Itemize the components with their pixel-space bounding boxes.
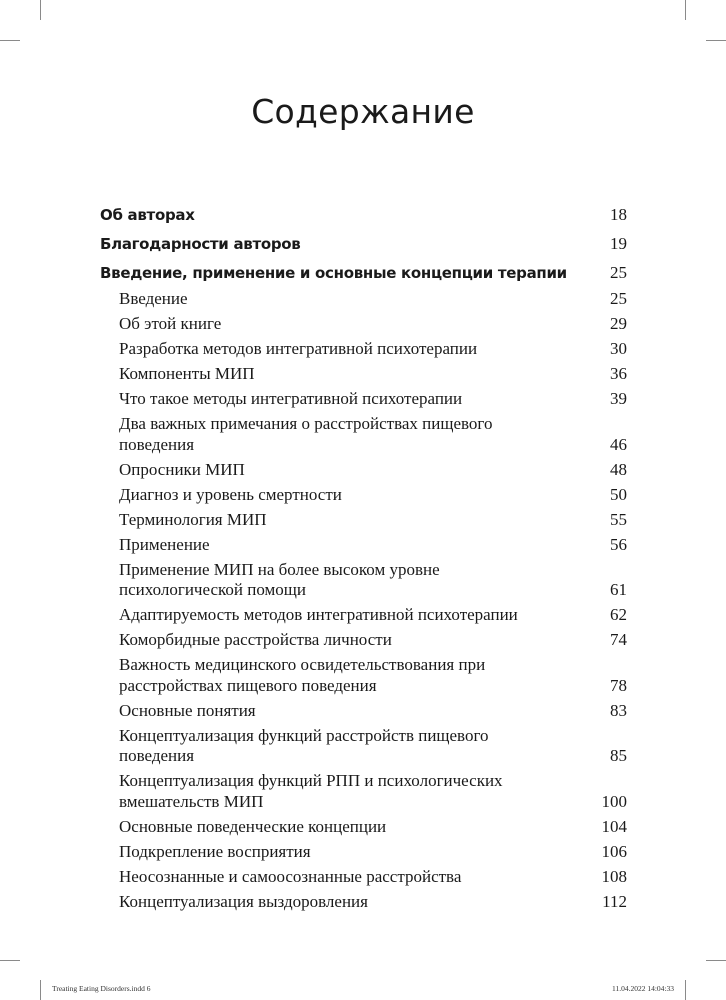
toc-sub-entry[interactable]: [119, 865, 627, 890]
toc-sub-entry[interactable]: [119, 890, 627, 915]
toc-entry-page: 108: [601, 866, 627, 886]
toc-sub-entry[interactable]: [119, 533, 627, 558]
toc-entry-page: 48: [610, 459, 627, 479]
page-title: Содержание: [251, 92, 475, 131]
toc-sub-entry[interactable]: [119, 387, 627, 412]
toc-entry-label: Терминология МИП: [119, 509, 267, 529]
crop-mark-bottom-right: [685, 980, 686, 1000]
toc-sub-entry[interactable]: [119, 769, 627, 815]
toc-main-entry[interactable]: [100, 229, 627, 258]
toc-entry-label: Концептуализация функций РПП и психологических вмешательств МИП: [119, 771, 503, 811]
toc-entry-page: 100: [601, 791, 627, 811]
toc-entry-label: Коморбидные расстройства личности: [119, 630, 392, 649]
crop-mark-bottom-left: [40, 980, 41, 1000]
toc-sub-entry[interactable]: [119, 840, 627, 865]
toc-entry-page: 39: [610, 389, 627, 408]
crop-mark-left-bottom: [0, 960, 20, 961]
toc-sub-entry[interactable]: [119, 412, 627, 458]
toc-entry-page: 30: [610, 339, 627, 358]
toc-entry-page: 25: [610, 289, 627, 308]
toc-entry-label: Введение: [119, 289, 188, 308]
toc-entry-page: 78: [610, 675, 627, 695]
toc-entry-label: Основные поведенческие концепции: [119, 816, 387, 836]
toc-entry-label: Диагноз и уровень смертности: [119, 484, 342, 504]
crop-mark-right-top: [706, 40, 726, 41]
toc-sub-entry[interactable]: [119, 508, 627, 533]
toc-entry-page: 85: [610, 746, 627, 765]
toc-entry-label: Концептуализация функций расстройств пищевого поведения: [119, 725, 489, 765]
toc-entry-label: Неосознанные и самоосознанные расстройства: [119, 866, 462, 886]
toc-sub-entry[interactable]: [119, 287, 627, 312]
crop-mark-top-right: [685, 0, 686, 20]
toc-entry-label: Об авторах: [100, 205, 195, 224]
toc-entry-label: Благодарности авторов: [100, 234, 301, 253]
toc-entry-page: 104: [601, 816, 627, 836]
toc-sub-entry[interactable]: [119, 483, 627, 508]
toc-sub-entry[interactable]: [119, 815, 627, 840]
toc-entry-page: 74: [610, 630, 627, 649]
toc-main-entry[interactable]: [100, 258, 627, 287]
toc-entry-label: Компоненты МИП: [119, 364, 255, 383]
toc-entry-label: Основные понятия: [119, 700, 256, 720]
toc-entry-label: Два важных примечания о расстройствах пищевого поведения: [119, 414, 493, 454]
toc-entry-page: 62: [610, 605, 627, 624]
toc-entry-page: 83: [610, 700, 627, 720]
toc-entry-page: 25: [610, 262, 627, 282]
toc-entry-page: 106: [601, 841, 627, 861]
toc-entry-label: Важность медицинского освидетельствования при расстройствах пищевого поведения: [119, 655, 486, 695]
crop-mark-top-left: [40, 0, 41, 20]
toc-sub-entry[interactable]: [119, 699, 627, 724]
toc-entry-label: Опросники МИП: [119, 459, 245, 479]
toc-entry-label: Концептуализация выздоровления: [119, 891, 368, 911]
toc-main-entry[interactable]: [100, 200, 627, 229]
toc-sub-entry[interactable]: [119, 558, 627, 604]
toc-entry-page: 61: [610, 580, 627, 599]
toc-sub-entry[interactable]: [119, 603, 627, 628]
toc-sub-entry[interactable]: [119, 724, 627, 770]
toc-entry-label: Применение: [119, 534, 210, 554]
toc-entry-page: 56: [610, 534, 627, 554]
toc-entry-page: 36: [610, 364, 627, 383]
toc-sub-entry[interactable]: [119, 337, 627, 362]
crop-mark-right-bottom: [706, 960, 726, 961]
toc-entry-page: 19: [610, 233, 627, 253]
toc-entry-label: Об этой книге: [119, 314, 222, 333]
toc-entry-page: 55: [610, 509, 627, 529]
toc-sub-entry[interactable]: [119, 653, 627, 699]
toc-entry-label: Введение, применение и основные концепции терапии: [100, 263, 567, 282]
toc-sub-entry[interactable]: [119, 458, 627, 483]
footer-timestamp: 11.04.2022 14:04:33: [611, 984, 674, 993]
crop-mark-left-top: [0, 40, 20, 41]
toc-entry-page: 50: [610, 484, 627, 504]
toc-sub-entry[interactable]: [119, 362, 627, 387]
toc-entry-page: 18: [610, 204, 627, 224]
footer-file-label: Treating Eating Disorders.indd 6: [52, 984, 151, 993]
table-of-contents: [100, 200, 627, 915]
toc-entry-page: 46: [610, 434, 627, 454]
toc-entry-page: 112: [602, 891, 627, 911]
toc-entry-label: Адаптируемость методов интегративной психотерапии: [119, 605, 518, 624]
toc-sub-entry[interactable]: [119, 628, 627, 653]
toc-sub-entry[interactable]: [119, 312, 627, 337]
toc-entry-label: Разработка методов интегративной психотерапии: [119, 339, 478, 358]
toc-entry-label: Подкрепление восприятия: [119, 841, 311, 861]
toc-entry-label: Применение МИП на более высоком уровне психологической помощи: [119, 559, 440, 599]
toc-entry-label: Что такое методы интегративной психотерапии: [119, 389, 463, 408]
toc-entry-page: 29: [610, 314, 627, 333]
